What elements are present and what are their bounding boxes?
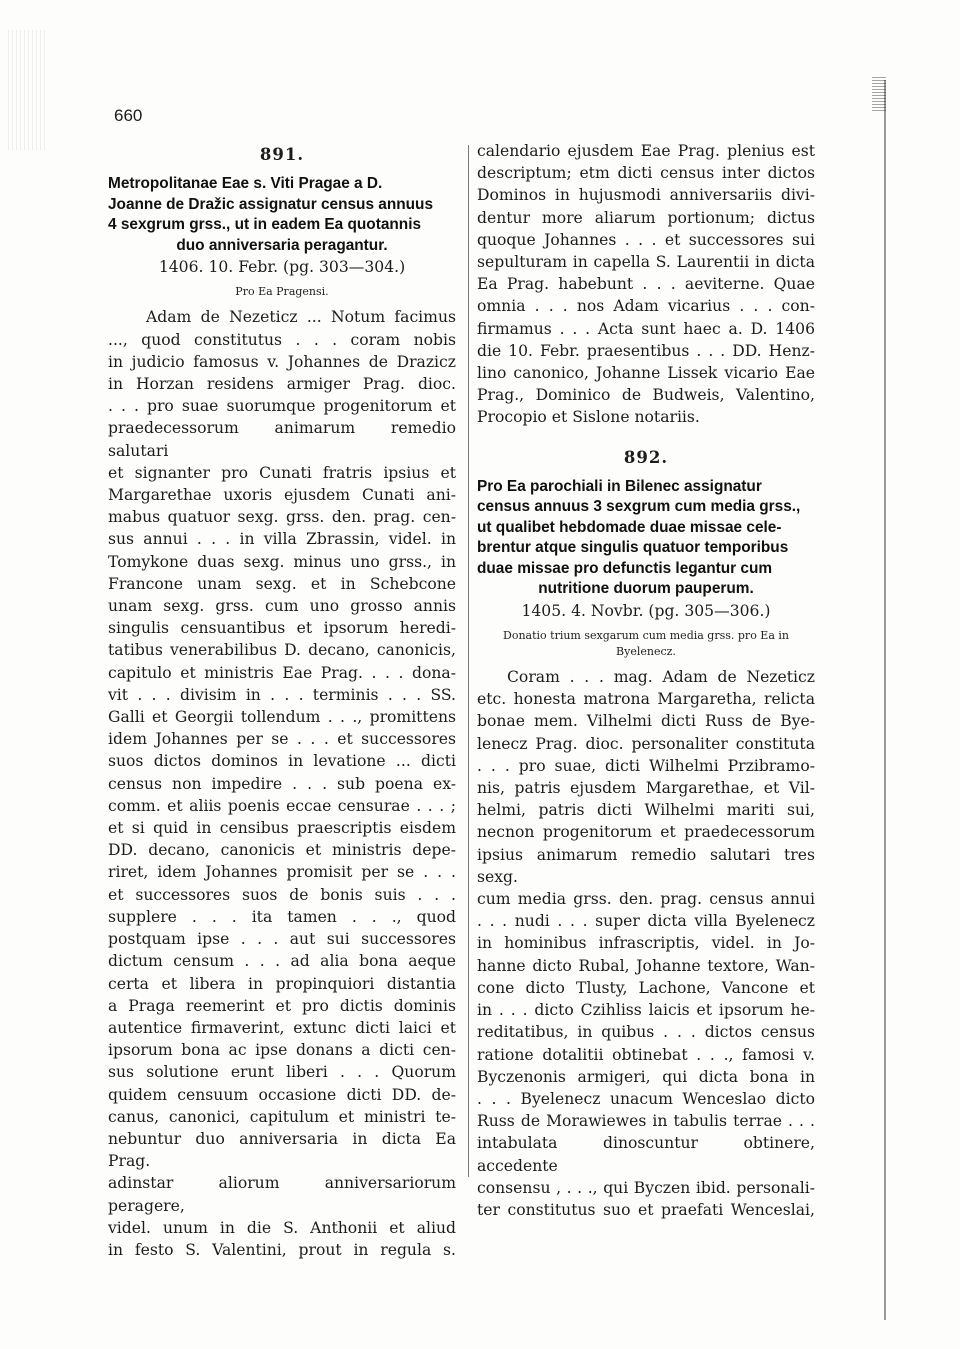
scan-binding-edge [884,80,886,1320]
entry-note-892: Donatio trium sexgarum cum media grss. pro Ea in [503,629,789,643]
body-line: ipsorum bona ac ipse donans a dicti cen- [108,1041,456,1060]
body-line: singulis censuantibus et ipsorum heredi- [108,619,456,638]
body-line: etc. honesta matrona Margaretha, relicta [477,690,815,709]
body-line: in . . . dicto Czihliss laicis et ipsorum he- [477,1001,815,1020]
body-line: praedecessorum animarum remedio salutari [108,419,456,460]
title-line: Joanne de Dražic assignatur census annuus [108,195,434,213]
body-line: intabulata dinoscuntur obtinere, accedente [477,1134,815,1175]
body-line: canus, canonici, capitulum et ministri te- [108,1107,456,1126]
body-line: supplere . . . ita tamen . . ., quod [108,907,456,926]
column-divider [468,145,469,1177]
entry-number-891: 891. [259,145,305,164]
body-line: . . . Byelenecz unacum Wenceslao dicto [477,1089,815,1108]
body-line: nebuntur duo anniversaria in dicta Ea Prag. [108,1129,456,1171]
body-line: Byczenonis armigeri, qui dicta bona in [477,1067,815,1086]
page-number: 660 [114,106,143,125]
body-line: nis, patris ejusdem Margarethae, et Vil- [477,779,815,798]
left-column [108,140,456,1261]
body-line: vit . . . divisim in . . . terminis . . . SS. [108,685,456,704]
body-line: videl. unum in die S. Anthonii et aliud [108,1218,456,1237]
entry-note-891: Pro Ea Pragensi. [235,285,329,299]
entry-note-892: Byelenecz. [616,645,676,659]
right-column [477,140,815,1221]
body-line: ..., quod constitutus . . . coram nobis [108,330,456,349]
body-line: DD. decano, canonicis et ministris depe- [108,841,456,860]
body-line: . . . pro suae suorumque progenitorum et [108,397,456,416]
body-line: cum media grss. den. prag. census annui [477,890,815,909]
body-line: riret, idem Johannes promisit per se . . . [108,863,456,882]
body-line: hanne dicto Rubal, Johanne textore, Wan- [477,956,815,975]
body-line: autentice firmaverint, extunc dicti laici et [108,1018,456,1037]
body-line: sus solutione erunt liberi . . . Quorum [108,1063,456,1082]
entry-body-892 [477,666,815,1221]
body-line: Tomykone duas sexg. minus uno grss., in [108,552,456,571]
title-line: Pro Ea parochiali in Bilenec assignatur [477,477,762,495]
body-line: consensu , . . ., qui Byczen ibid. personali- [477,1178,815,1197]
body-line: sepulturam in capella S. Laurentii in dicta [477,253,815,272]
title-line: census annuus 3 sexgrum cum media grss., [477,498,801,516]
body-line: Ea Prag. habebunt . . . aeviterne. Quae [477,275,815,294]
body-line: Prag., Dominico de Budweis, Valentino, [477,386,815,405]
body-line: descriptum; etm dicti census inter dictos [477,164,815,183]
body-line: idem Johannes per se . . . et successores [108,730,456,749]
body-line: ipsius animarum remedio salutari tres sexg. [477,845,815,886]
entry-date-892: 1405. 4. Novbr. (pg. 305—306.) [521,601,771,620]
body-line: necnon progenitorum et praedecessorum [477,823,815,842]
body-line: comm. et aliis poenis eccae censurae . . . ; [108,796,456,815]
body-line: postquam ipse . . . aut sui successores [108,930,456,949]
body-line: in judicio famosus v. Johannes de Drazicz [108,352,456,371]
title-line: duae missae pro defunctis legantur cum [477,559,773,577]
body-line: tatibus venerabilibus D. decano, canonicis, [108,641,456,660]
body-line: Francone unam sexg. et in Schebcone [108,574,456,593]
scan-edge-noise [8,30,46,150]
body-line: dentur more aliarum portionum; dictus [477,208,815,227]
entry-number-892: 892. [623,447,669,467]
body-line: quidem censuum occasione dicti DD. de- [108,1085,456,1104]
body-line: sus annui . . . in villa Zbrassin, videl. in [108,530,456,549]
body-line: et successores suos de bonis suis . . . [108,885,456,904]
body-line: . . . pro suae, dicti Wilhelmi Przibramo- [477,756,815,775]
body-line: helmi, patris dicti Wilhelmi mariti sui, [477,801,815,820]
body-line: die 10. Febr. praesentibus . . . DD. Henz- [477,341,815,360]
body-line: in hominibus infrascriptis, videl. in Jo- [477,934,815,953]
entry-date-891: 1406. 10. Febr. (pg. 303—304.) [158,258,406,277]
body-line: omnia . . . nos Adam vicarius . . . con- [477,297,815,316]
entry-title-892 [477,477,815,600]
entry-body-891 [108,306,456,1261]
body-line: et si quid in censibus praescriptis eisdem [108,819,456,838]
body-line: quoque Johannes . . . et successores sui [477,230,815,249]
entry-title-891 [108,174,456,256]
body-line: in festo S. Valentini, prout in regula s. [108,1240,456,1259]
body-line: lino canonico, Johanne Lissek vicario Eae [477,364,815,383]
title-line: brentur atque singulis quatuor temporibus [477,539,789,557]
body-line: census non impedire . . . sub poena ex- [108,774,456,793]
body-line: capitulo et ministris Eae Prag. . . . dona- [108,663,456,682]
body-line: Margarethae uxoris ejusdem Cunati ani- [108,486,456,505]
body-line: reditatibus, in quibus . . . dictos census [477,1023,815,1042]
body-line: et signanter pro Cunati fratris ipsius et [108,463,456,482]
body-line: mabus quatuor sexg. grss. den. prag. cen- [108,508,456,527]
body-line: ter constitutus suo et praefati Wenceslai, [477,1200,815,1219]
scan-edge-mark [872,75,886,111]
body-line: Procopio et Sislone notariis. [477,408,700,427]
body-line: dictum censum . . . ad alia bona aeque [108,952,456,971]
body-line: Coram . . . mag. Adam de Nezeticz [507,668,815,687]
body-line: suos dictos dominos in levatione ... dicti [108,752,456,771]
body-line: ratione dotalitii obtinebat . . ., famosi v. [477,1045,815,1064]
body-line: calendario ejusdem Eae Prag. plenius est [477,142,815,160]
title-line: 4 sexgrum grss., ut in eadem Ea quotannis [108,216,422,234]
body-line: . . . nudi . . . super dicta villa Byelenecz [477,912,815,931]
body-line: a Praga reemerint et pro dictis dominis [108,996,456,1015]
body-line: certa et libera in propinquiori distantia [108,974,456,993]
body-line: Galli et Georgii tollendum . . ., promittens [108,708,456,727]
body-line: unam sexg. grss. cum uno grosso annis [108,597,456,616]
entry-continuation-891 [477,140,815,429]
body-line: Russ de Morawiewes in tabulis terrae . . . [477,1112,815,1131]
title-line: Metropolitanae Eae s. Viti Pragae a D. [108,175,383,193]
body-line: Dominos in hujusmodi anniversariis divi- [477,186,815,205]
body-line: bonae mem. Vilhelmi dicti Russ de Bye- [477,712,815,731]
body-line: adinstar aliorum anniversariorum peragere, [108,1174,456,1215]
body-line: Adam de Nezeticz ... Notum facimus [146,308,456,327]
body-line: firmamus . . . Acta sunt haec a. D. 1406 [477,319,815,338]
title-line: duo anniversaria peragantur. [176,236,388,254]
body-line: in Horzan residens armiger Prag. dioc. [108,375,456,394]
body-line: lenecz Prag. dioc. personaliter constituta [477,734,815,753]
body-line: cone dicto Tlusty, Lachone, Vancone et [477,978,815,997]
title-line: nutritione duorum pauperum. [538,580,754,598]
title-line: ut qualibet hebdomade duae missae cele- [477,518,782,536]
